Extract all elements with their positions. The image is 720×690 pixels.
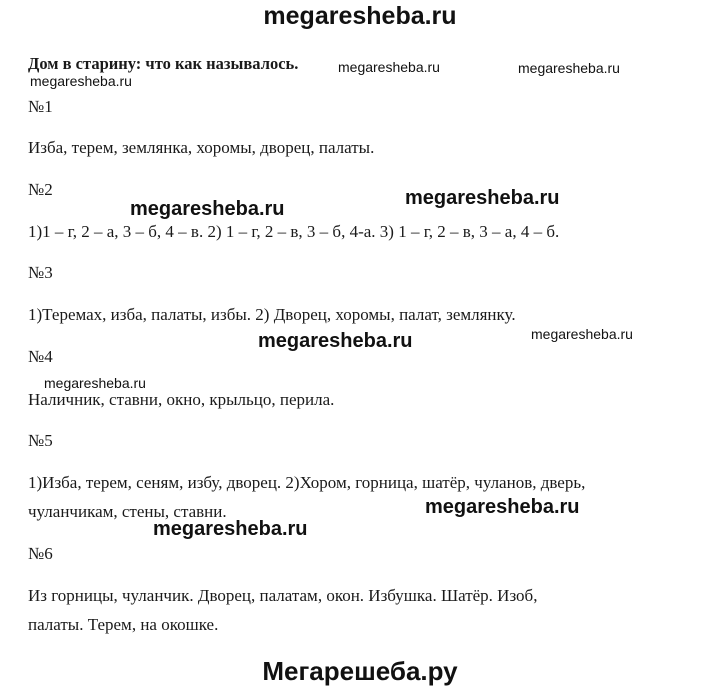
task-6-answer-line-2: палаты. Терем, на окошке. [28, 615, 219, 634]
site-header: megaresheba.ru [263, 2, 457, 30]
task-6-answer-line-1: Из горницы, чуланчик. Дворец, палатам, окон. Избушка. Шатёр. Изоб, [28, 586, 538, 605]
task-3-answer-line-1: 1)Теремах, изба, палаты, избы. 2) Дворец, хоромы, палат, землянку. [28, 305, 516, 324]
task-5-answer-line-2: чуланчикам, стены, ставни. [28, 502, 227, 521]
task-6-number: №6 [28, 544, 53, 563]
watermark-small: megaresheba.ru [338, 59, 440, 75]
watermark-large: megaresheba.ru [405, 187, 560, 209]
watermark-large: megaresheba.ru [425, 496, 580, 518]
task-5-number: №5 [28, 431, 53, 450]
watermark-large: megaresheba.ru [130, 198, 285, 220]
task-1-answer-line-1: Изба, терем, землянка, хоромы, дворец, палаты. [28, 138, 375, 157]
watermark-small: megaresheba.ru [531, 326, 633, 342]
watermark-large: megaresheba.ru [258, 330, 413, 352]
watermark-large: megaresheba.ru [153, 518, 308, 540]
watermark-small: megaresheba.ru [44, 375, 146, 391]
watermark-small: megaresheba.ru [30, 73, 132, 89]
task-5-answer-line-1: 1)Изба, терем, сеням, избу, дворец. 2)Хором, горница, шатёр, чуланов, дверь, [28, 473, 586, 492]
task-2-number: №2 [28, 180, 53, 199]
task-1-number: №1 [28, 97, 53, 116]
task-4-answer-line-1: Наличник, ставни, окно, крыльцо, перила. [28, 390, 335, 409]
task-2-answer-line-1: 1)1 – г, 2 – а, 3 – б, 4 – в. 2) 1 – г, 2 – в, 3 – б, 4-а. 3) 1 – г, 2 – в, 3 – а, 4 – б. [28, 222, 560, 241]
task-4-number: №4 [28, 347, 53, 366]
document-title: Дом в старину: что как называлось. [28, 54, 299, 73]
task-3-number: №3 [28, 263, 53, 282]
site-footer: Мегарешеба.ру [262, 656, 458, 686]
watermark-small: megaresheba.ru [518, 60, 620, 76]
